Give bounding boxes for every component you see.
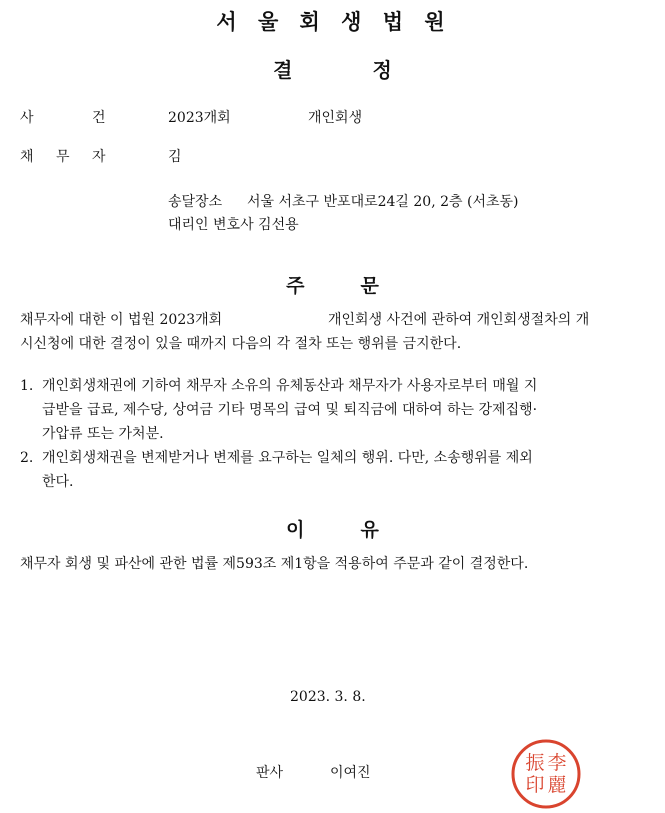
order-item-1 [20,374,642,446]
judge-seal [510,738,582,810]
order-item-line: 개인회생채권에 기하여 채무자 소유의 유체동산과 채무자가 사용자로부터 매월 지 [42,378,538,394]
seal-char: 麗 [547,774,567,796]
reason-title-right: 유 [360,519,379,541]
debtor-name: 김 [168,149,182,165]
case-label-char-1: 사 [20,110,34,126]
reason-title [0,515,665,542]
seal-char: 振 [525,752,545,774]
doc-type-right: 정 [372,58,392,82]
case-number: 2023개회 [168,110,231,126]
document-type-title [0,54,665,83]
debtor-label-char-3: 자 [92,149,106,165]
reason-text: 채무자 회생 및 파산에 관한 법률 제593조 제1항을 적용하여 주문과 같이 결정한다. [20,556,529,572]
judge-name: 이여진 [330,765,371,781]
debtor-label-char-1: 채 [20,149,34,165]
order-title-right: 문 [360,275,379,297]
order-title [0,271,665,298]
seal-border [513,741,579,807]
order-intro-line2: 시신청에 대한 결정이 있을 때까지 다음의 각 절차 또는 행위를 금지한다. [20,336,462,352]
order-title-left: 주 [286,275,305,297]
order-intro-line1-b: 개인회생 사건에 관하여 개인회생절차의 개 [328,312,590,328]
order-item-line: 급받을 급료, 제수당, 상여금 기타 명목의 급여 및 퇴직금에 대하여 하는 강제집행· [42,402,538,418]
case-type: 개인회생 [308,110,363,126]
debtor-label-char-2: 무 [56,149,70,165]
agent: 대리인 변호사 김선용 [168,217,299,233]
order-intro-line1-a: 채무자에 대한 이 법원 2023개회 [20,312,223,328]
case-label-char-2: 건 [92,110,106,126]
order-item-number: 2. [20,450,34,466]
address: 서울 서초구 반포대로24길 20, 2층 (서초동) [247,194,519,210]
address-label: 송달장소 [168,194,223,210]
doc-type-left: 결 [273,58,293,82]
order-item-number: 1. [20,378,34,394]
reason-title-left: 이 [286,519,305,541]
decision-date: 2023. 3. 8. [290,689,366,705]
seal-char: 印 [525,774,545,796]
judge-label: 판사 [256,765,284,781]
order-item-line: 한다. [42,474,74,490]
court-name: 서 울 회 생 법 원 [216,9,449,34]
seal-char: 李 [547,752,567,774]
order-item-line: 개인회생채권을 변제받거나 변제를 요구하는 일체의 행위. 다만, 소송행위를 제외 [42,450,533,466]
order-item-line: 가압류 또는 가처분. [42,426,164,442]
order-item-2 [20,446,642,494]
